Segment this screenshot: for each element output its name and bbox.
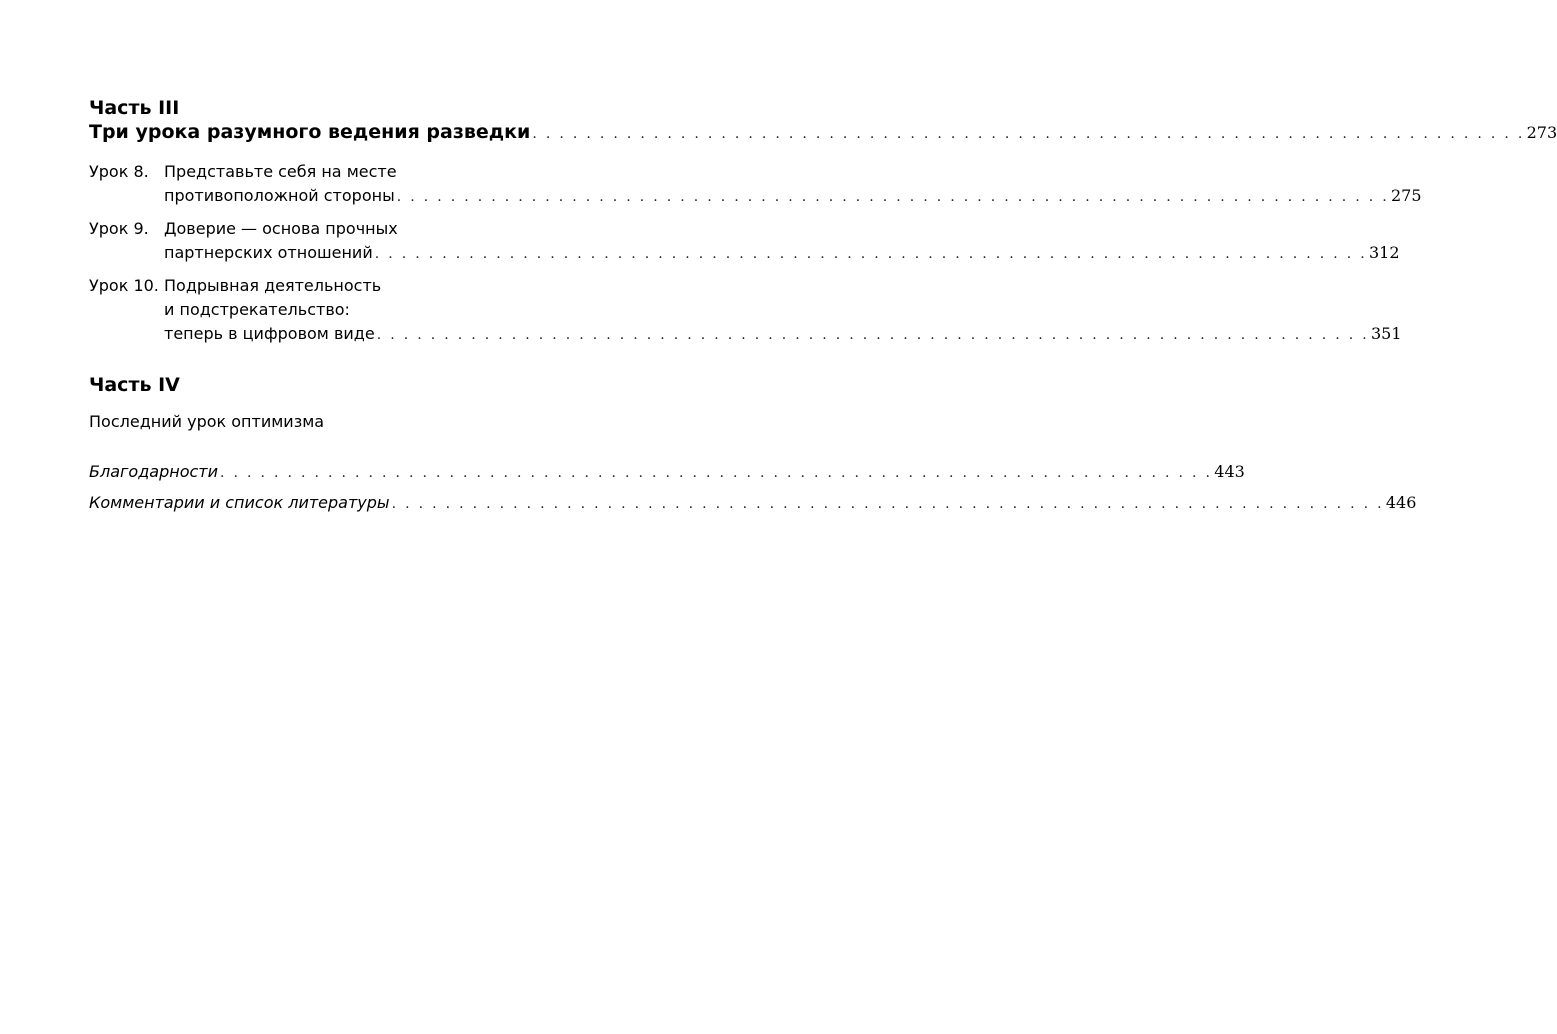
lesson-8-page-number: 275 bbox=[1390, 186, 1422, 205]
lesson-9-page-number: 312 bbox=[1369, 243, 1400, 262]
lesson-10-number: Урок 10. bbox=[89, 276, 159, 295]
part-3-label: Часть III bbox=[89, 97, 180, 119]
lesson-9-entry[interactable] bbox=[89, 217, 1400, 266]
lesson-8-entry[interactable] bbox=[89, 160, 1422, 209]
lesson-9-number: Урок 9. bbox=[89, 219, 149, 238]
acknowledgements-title: Благодарности bbox=[89, 462, 218, 481]
dot-leader: . . . . . . . . . . . . . . . . . . . . . . . . . . . . . . . . . . . . . . . . . . . . . . . . . . . . . . . . . . . . . . . . . . . . . . . . . . bbox=[374, 246, 1367, 262]
notes-bibliography-title: Комментарии и список литературы bbox=[89, 493, 390, 512]
lesson-8-title-line: Представьте себя на месте bbox=[164, 162, 397, 181]
dot-leader: . . . . . . . . . . . . . . . . . . . . . . . . . . . . . . . . . . . . . . . . . . . . . . . . . . . . . . . . . . . . . . . . . . . . . . . . . . bbox=[220, 465, 1213, 481]
dot-leader: . . . . . . . . . . . . . . . . . . . . . . . . . . . . . . . . . . . . . . . . . . . . . . . . . . . . . . . . . . . . . . . . . . . . . . . . . . bbox=[396, 189, 1389, 205]
lesson-10-title-line: Подрывная деятельность bbox=[164, 276, 382, 295]
part-4-label: Часть IV bbox=[89, 374, 180, 396]
acknowledgements-entry[interactable] bbox=[89, 457, 1245, 488]
part-3-title: Три урока разумного ведения разведки bbox=[89, 121, 531, 143]
part-3-title-row[interactable] bbox=[89, 120, 1557, 146]
lesson-8-title-line: противоположной стороны bbox=[164, 186, 395, 205]
lesson-8-number: Урок 8. bbox=[89, 162, 149, 181]
part-3-page-number: 273 bbox=[1526, 123, 1557, 142]
acknowledgements-page-number: 443 bbox=[1214, 462, 1245, 481]
notes-bibliography-page-number: 446 bbox=[1385, 493, 1417, 512]
part-3-section bbox=[89, 96, 1557, 347]
table-of-contents bbox=[89, 96, 1557, 519]
dot-leader: . . . . . . . . . . . . . . . . . . . . . . . . . . . . . . . . . . . . . . . . . . . . . . . . . . . . . . . . . . . . . . . . . . . . . . . . . . bbox=[391, 496, 1384, 512]
lesson-10-page-number: 351 bbox=[1370, 324, 1402, 343]
part-4-section bbox=[89, 373, 625, 434]
lesson-10-title-line: теперь в цифровом виде bbox=[164, 324, 375, 343]
lesson-10-entry[interactable] bbox=[89, 274, 1402, 347]
dot-leader: . . . . . . . . . . . . . . . . . . . . . . . . . . . . . . . . . . . . . . . . . . . . . . . . . . . . . . . . . . . . . . . . . . . . . . . . . . bbox=[532, 126, 1525, 142]
part-4-lesson[interactable]: Последний урок оптимизма bbox=[89, 412, 325, 431]
dot-leader: . . . . . . . . . . . . . . . . . . . . . . . . . . . . . . . . . . . . . . . . . . . . . . . . . . . . . . . . . . . . . . . . . . . . . . . . . . bbox=[376, 327, 1369, 343]
back-matter bbox=[89, 457, 1417, 519]
lesson-9-title-line: партнерских отношений bbox=[164, 243, 373, 262]
notes-bibliography-entry[interactable] bbox=[89, 488, 1417, 519]
part-3-lessons bbox=[89, 160, 1422, 347]
lesson-10-title-line: и подстрекательство: bbox=[164, 300, 350, 319]
lesson-9-title-line: Доверие — основа прочных bbox=[164, 219, 398, 238]
